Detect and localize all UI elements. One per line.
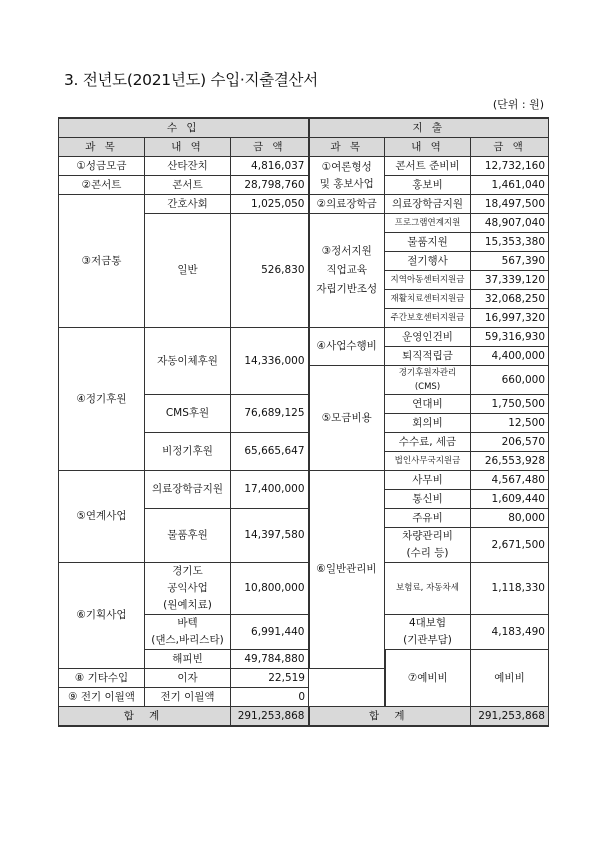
col-header: 금 액 [471, 138, 549, 157]
col-header: 과 목 [309, 138, 385, 157]
col-header: 내 역 [145, 138, 231, 157]
expense-category: ①여론형성 및 홍보사업 [309, 157, 385, 195]
income-amount: 49,784,880 [231, 650, 309, 669]
expense-amount: 48,907,040 [471, 214, 549, 233]
expense-category: ③정서지원 직업교육 자립기반조성 [309, 214, 385, 328]
expense-amount: 32,068,250 [471, 290, 549, 309]
expense-item: 예비비 [471, 650, 549, 707]
expense-item: 법인사무국지원금 [385, 452, 471, 471]
income-category: ③저금통 [59, 195, 145, 328]
expense-item: 프로그램연계지원 [385, 214, 471, 233]
expense-item: 퇴직적립금 [385, 347, 471, 366]
income-amount: 28,798,760 [231, 176, 309, 195]
income-amount: 14,336,000 [231, 328, 309, 395]
expense-item: 주유비 [385, 509, 471, 528]
income-header: 수 입 [59, 118, 309, 138]
expense-item: 4대보험 (기관부담) [385, 615, 471, 650]
income-item: 이자 [145, 669, 231, 688]
income-item: 콘서트 [145, 176, 231, 195]
income-amount: 10,800,000 [231, 563, 309, 615]
income-item: 비정기후원 [145, 433, 231, 471]
income-category: ②콘서트 [59, 176, 145, 195]
income-amount: 17,400,000 [231, 471, 309, 509]
expense-amount: 1,750,500 [471, 395, 549, 414]
income-item: 해피빈 [145, 650, 231, 669]
expense-header: 지 출 [309, 118, 549, 138]
unit-label: (단위 : 원) [492, 98, 544, 111]
expense-category: ④사업수행비 [309, 328, 385, 366]
income-item: 바텍 (댄스,바리스타) [145, 615, 231, 650]
income-amount: 4,816,037 [231, 157, 309, 176]
expense-item: 의료장학금지원 [385, 195, 471, 214]
expense-amount: 37,339,120 [471, 271, 549, 290]
income-category: ⑤연계사업 [59, 471, 145, 563]
col-header: 과 목 [59, 138, 145, 157]
income-amount: 6,991,440 [231, 615, 309, 650]
expense-amount: 4,400,000 [471, 347, 549, 366]
expense-item: 운영인건비 [385, 328, 471, 347]
expense-item: 수수료, 세금 [385, 433, 471, 452]
expense-amount: 26,553,928 [471, 452, 549, 471]
expense-item: 통신비 [385, 490, 471, 509]
income-item: 자동이체후원 [145, 328, 231, 395]
col-header: 내 역 [385, 138, 471, 157]
expense-amount: 4,567,480 [471, 471, 549, 490]
expense-item: 경기후원자관리 (CMS) [385, 366, 471, 395]
expense-item: 회의비 [385, 414, 471, 433]
income-amount: 14,397,580 [231, 509, 309, 563]
income-category: ①성금모금 [59, 157, 145, 176]
expense-item: 보험료, 자동차세 [385, 563, 471, 615]
expense-amount: 1,118,330 [471, 563, 549, 615]
income-category: ⑥기획사업 [59, 563, 145, 669]
page-title: 3. 전년도(2021년도) 수입·지출결산서 [64, 71, 318, 89]
expense-amount: 15,353,380 [471, 233, 549, 252]
expense-item: 절기행사 [385, 252, 471, 271]
expense-amount: 16,997,320 [471, 309, 549, 328]
income-total-amount: 291,253,868 [231, 707, 309, 727]
expense-item: 지역아동센터지원금 [385, 271, 471, 290]
expense-item: 물품지원 [385, 233, 471, 252]
expense-amount: 12,500 [471, 414, 549, 433]
income-item: 간호사회 [145, 195, 231, 214]
expense-item: 콘서트 준비비 [385, 157, 471, 176]
income-category: ⑧ 기타수입 [59, 669, 145, 688]
expense-amount: 1,609,440 [471, 490, 549, 509]
expense-item: 차량관리비 (수리 등) [385, 528, 471, 563]
expense-amount: 660,000 [471, 366, 549, 395]
income-amount: 76,689,125 [231, 395, 309, 433]
income-item: CMS후원 [145, 395, 231, 433]
expense-amount: 12,732,160 [471, 157, 549, 176]
income-item: 전기 이월액 [145, 688, 231, 707]
expense-amount: 206,570 [471, 433, 549, 452]
income-total-label: 합 계 [59, 707, 231, 727]
income-amount: 0 [231, 688, 309, 707]
expense-amount: 59,316,930 [471, 328, 549, 347]
income-item: 일반 [145, 214, 231, 328]
expense-item: 사무비 [385, 471, 471, 490]
expense-amount: 4,183,490 [471, 615, 549, 650]
expense-category: ②의료장학금 [309, 195, 385, 214]
expense-amount: 1,461,040 [471, 176, 549, 195]
income-item: 산타잔치 [145, 157, 231, 176]
expense-amount: 18,497,500 [471, 195, 549, 214]
income-amount: 1,025,050 [231, 195, 309, 214]
income-item: 경기도 공익사업 (원예치료) [145, 563, 231, 615]
expense-amount: 2,671,500 [471, 528, 549, 563]
income-category: ④정기후원 [59, 328, 145, 471]
income-amount: 65,665,647 [231, 433, 309, 471]
expense-category: ⑥일반관리비 [309, 471, 385, 669]
expense-total-amount: 291,253,868 [471, 707, 549, 727]
income-amount: 22,519 [231, 669, 309, 688]
expense-item: 연대비 [385, 395, 471, 414]
income-item: 의료장학금지원 [145, 471, 231, 509]
expense-total-label: 합 계 [309, 707, 471, 727]
income-item: 물품후원 [145, 509, 231, 563]
expense-amount: 80,000 [471, 509, 549, 528]
expense-item: 홍보비 [385, 176, 471, 195]
income-category: ⑨ 전기 이월액 [59, 688, 145, 707]
settlement-table [58, 117, 549, 727]
expense-amount: 567,390 [471, 252, 549, 271]
expense-category: ⑦예비비 [385, 650, 471, 707]
income-amount: 526,830 [231, 214, 309, 328]
expense-category: ⑤모금비용 [309, 366, 385, 471]
col-header: 금 액 [231, 138, 309, 157]
expense-item: 주간보호센터지원금 [385, 309, 471, 328]
expense-item: 재활치료센터지원금 [385, 290, 471, 309]
